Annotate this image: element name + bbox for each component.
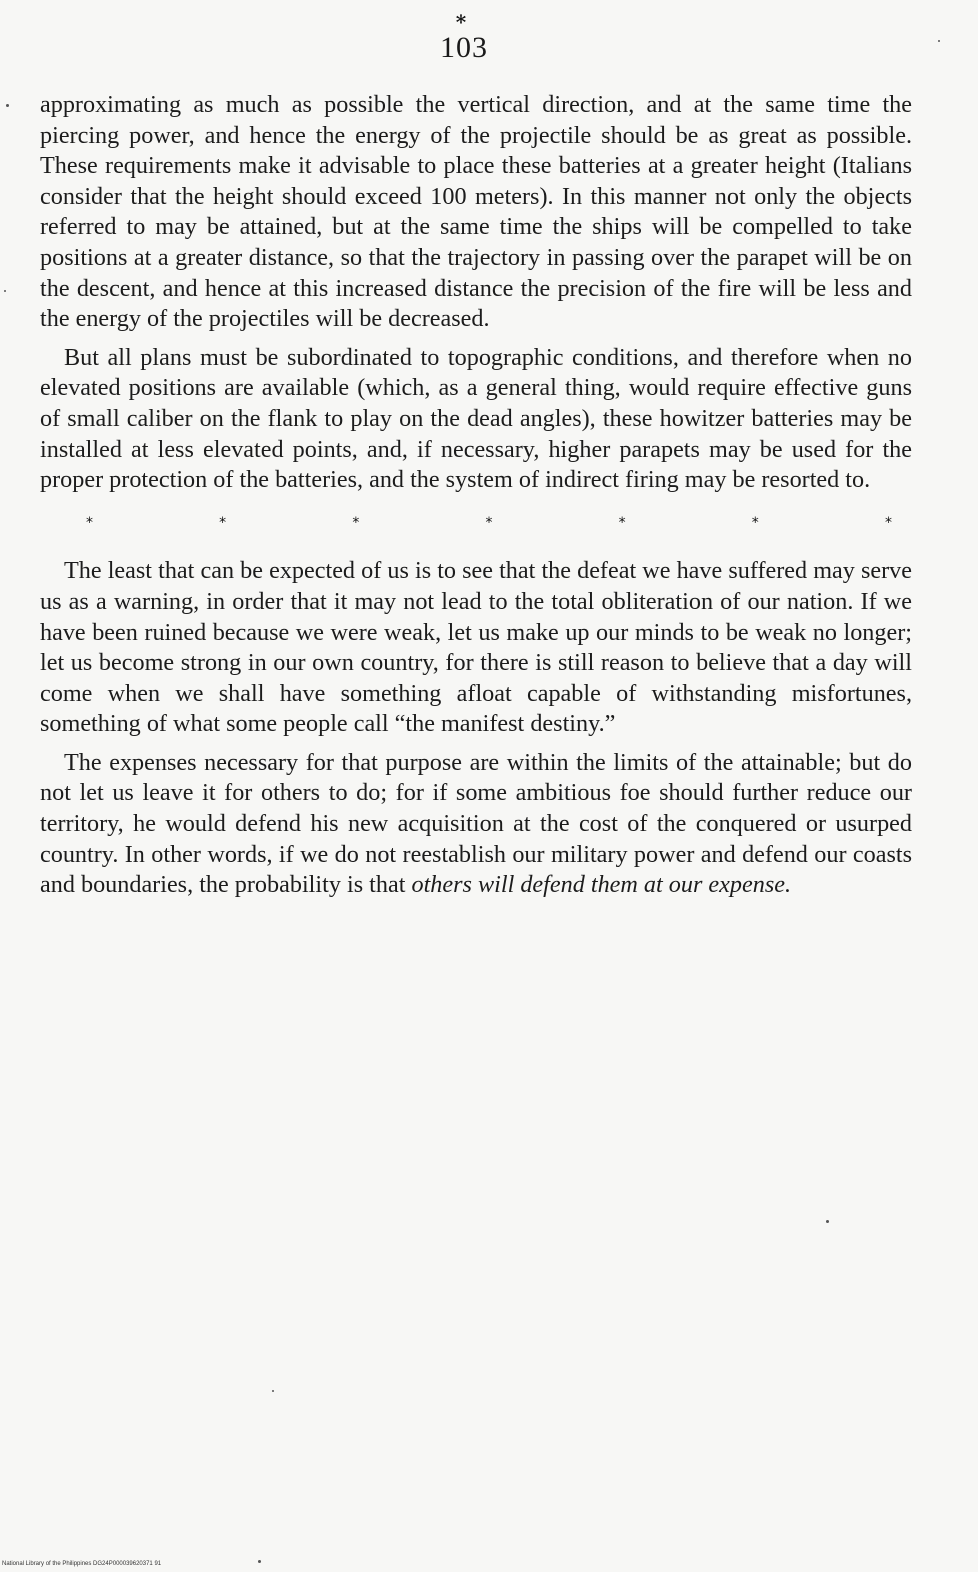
separator-star: * [86,514,93,531]
body-text [40,90,912,909]
paragraph-4-text: The expenses necessary for that purpose are within the limits of the attainable; but do not let us leave it for others to do; for if some ambitious foe should further reduce our territory, he would defend his new acquisition at the cost of the conquered or usurped country. In other words, if we do not reestablish our military power and defend our coasts and boundaries, the probability is that [40,748,912,899]
separator-star: * [618,514,626,531]
paragraph-1: approximating as much as possible the vertical direction, and at the same time the piercing power, and hence the energy of the projectile should be as great as possible. These requirements make it advisable to place these batteries at a greater height (Italians consider that the height should exceed 100 meters). In this manner not only the objects referred to may be attained, but at the same time the ships will be compelled to take positions at a greater distance, so that the trajectory in passing over the parapet will be on the descent, and hence at this increased distance the precision of the fire will be less and the energy of the projectiles will be decreased. [40,91,912,333]
scan-speck [826,1220,829,1223]
footer-credit: National Library of the Philippines DG24P000039620371 91 [2,1561,162,1567]
scan-speck [6,104,9,107]
separator-star: * [751,514,759,531]
separator-star: * [884,514,892,531]
scan-speck [4,290,6,292]
paragraph-4 [40,748,912,901]
scan-speck [938,40,940,42]
section-separator [82,504,892,539]
separator-star: * [485,514,493,531]
paragraph-2: But all plans must be subordinated to topographic conditions, and therefore when no elevated positions are available (which, as a general thing, would require effective guns of small caliber on the flank to play on the dead angles), these howitzer batteries may be installed at less elevated points, and, if necessary, higher parapets may be used for the proper protection of the batteries, and the system of indirect firing may be resorted to. [40,343,912,494]
separator-star: * [219,514,227,531]
page-number: 103 [440,31,488,64]
scan-speck [258,1560,261,1563]
scan-speck [272,1390,274,1392]
page-mark: * [455,10,467,34]
closing-italic: others will defend them at our expense. [411,871,792,899]
separator-star: * [352,514,360,531]
paragraph-3: The least that can be expected of us is to see that the defeat we have suffered may serve us as a warning, in order that it may not lead to the total obliteration of our nation. If we have been ruined because we were weak, let us make up our minds to be weak no longer; let us become strong in our own country, for there is still reason to believe that a day will come when we shall have something afloat capable of withstanding misfortunes, something of what some people call “the manifest destiny.” [40,557,912,738]
